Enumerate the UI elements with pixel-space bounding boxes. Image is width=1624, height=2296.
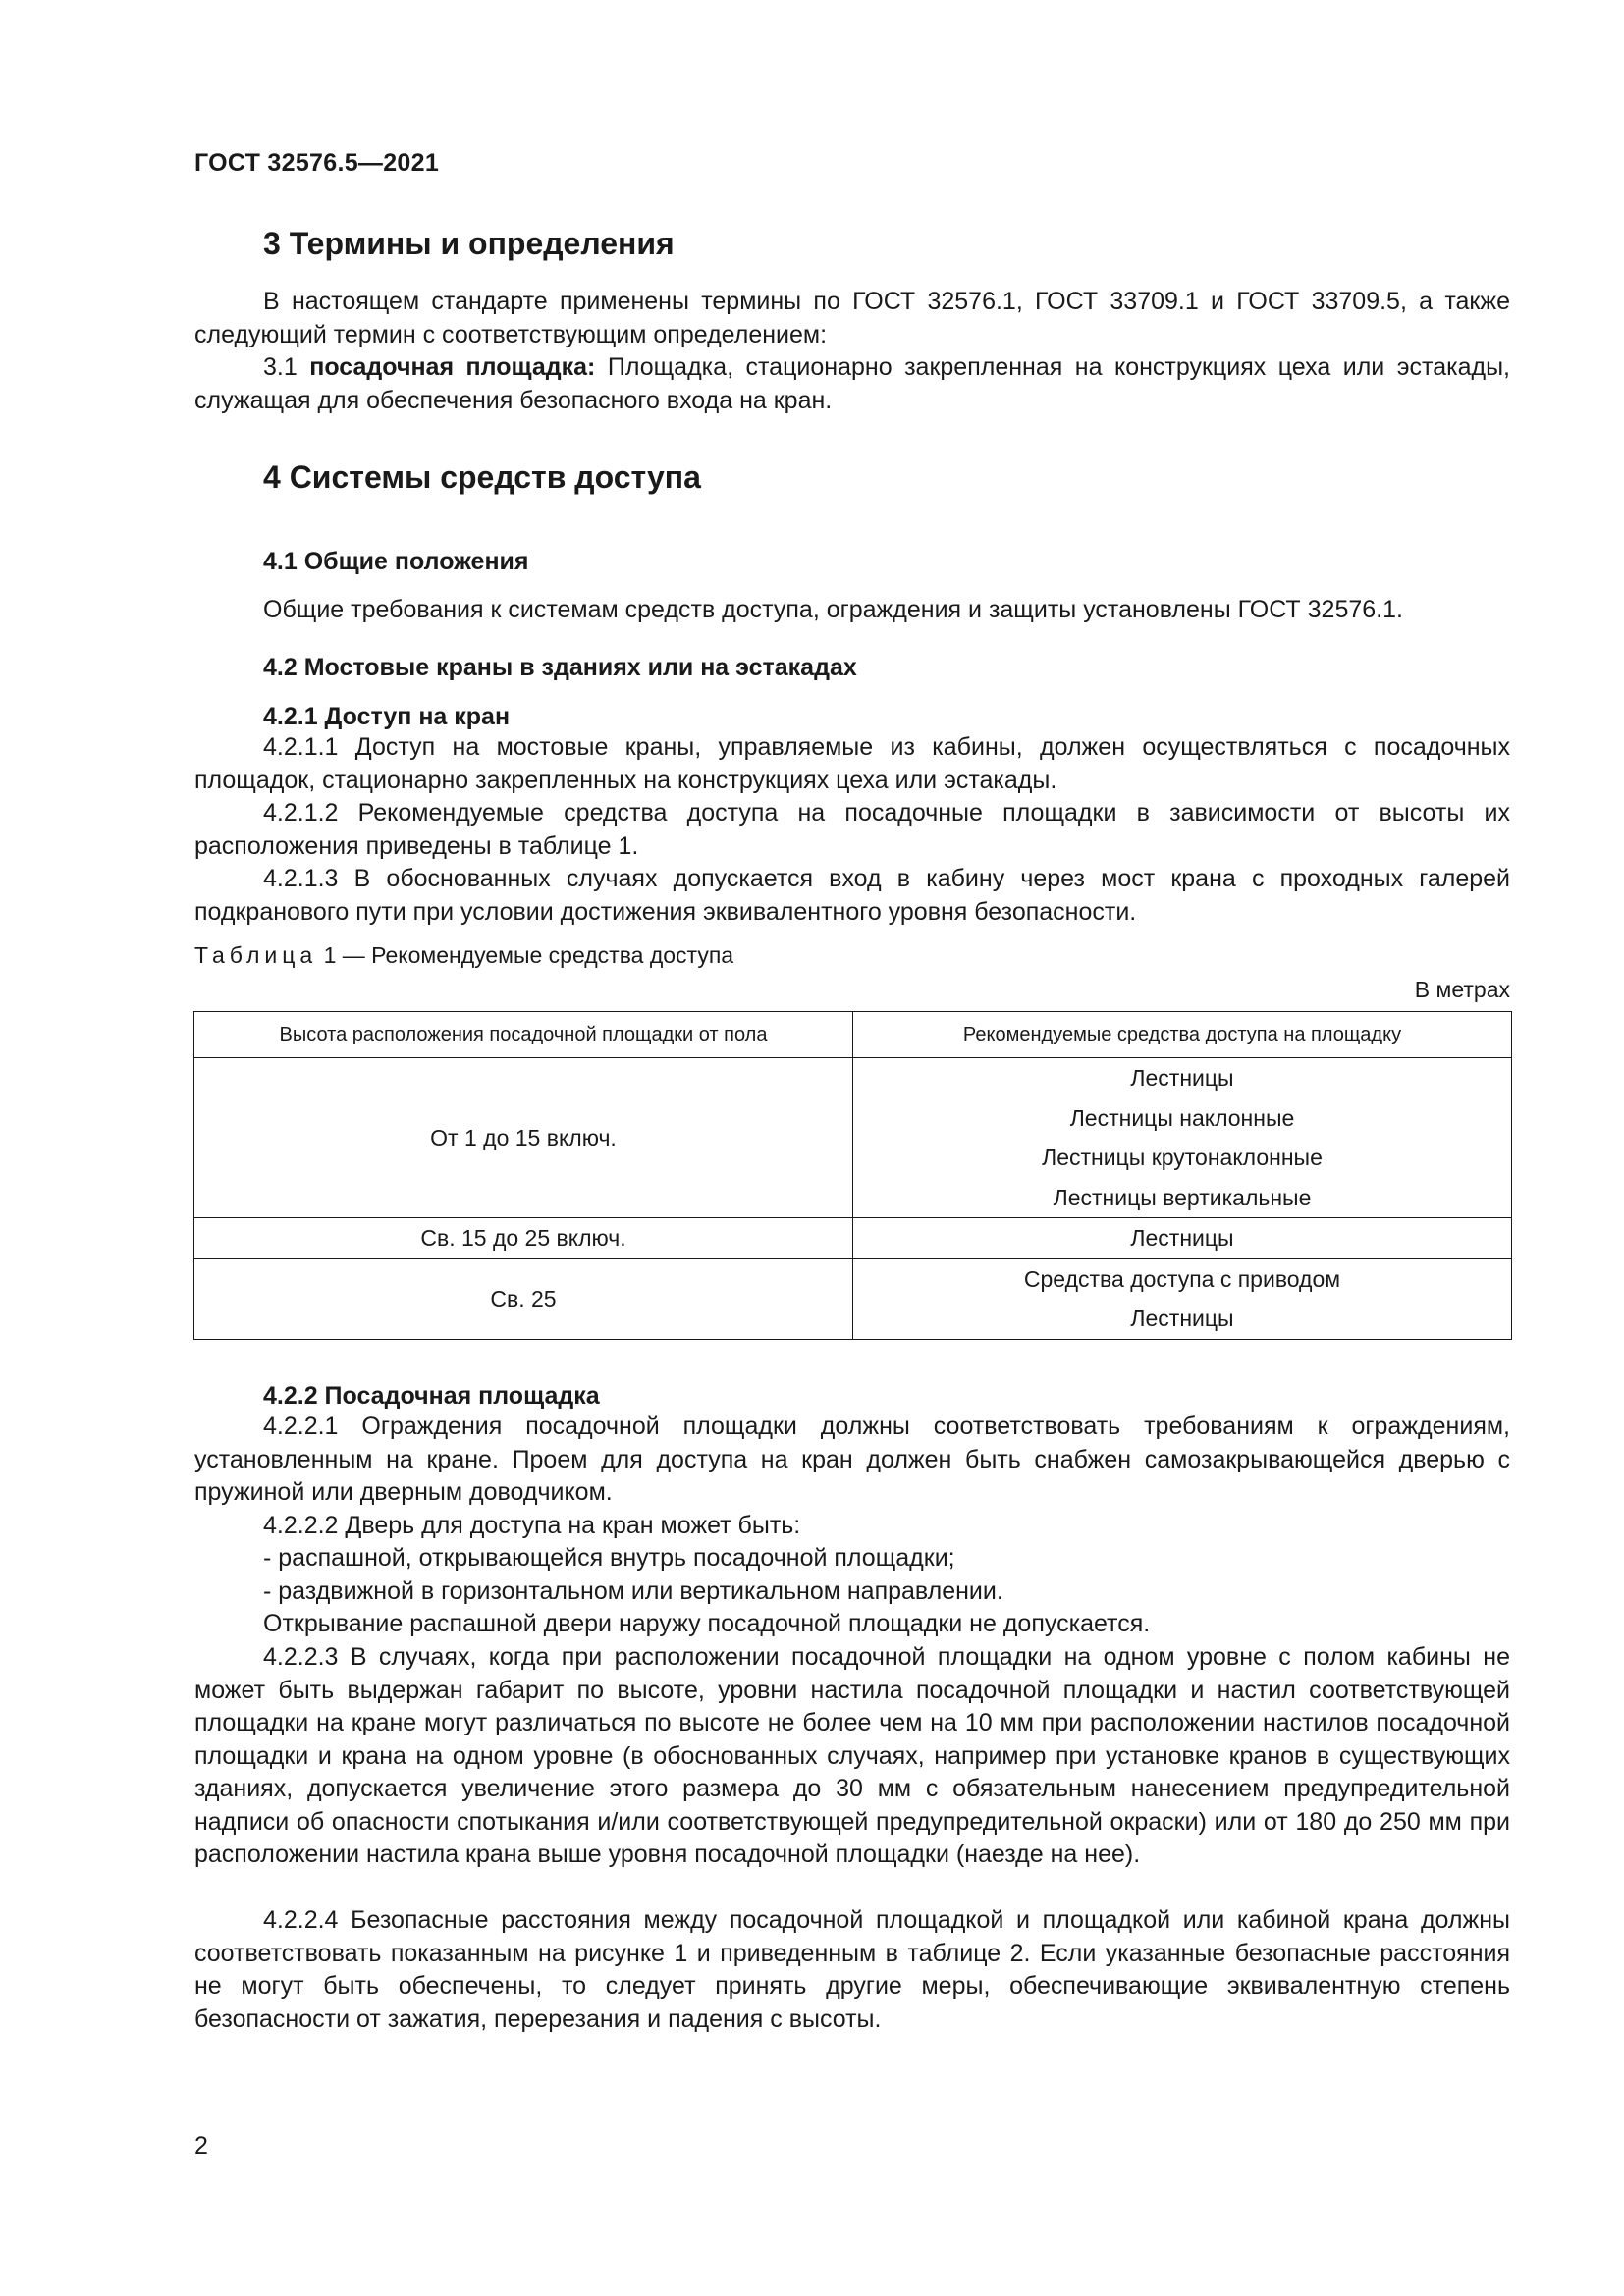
means-cell [853,1258,1512,1339]
means-item: Лестницы [1130,1225,1234,1251]
term-3-1 [194,351,1510,417]
column-header-means: Рекомендуемые средства доступа на площадку [853,1012,1512,1058]
list-item: - раздвижной в горизонтальном или вертикальном направлении. [263,1577,1003,1605]
section-3-intro: В настоящем стандарте применены термины по ГОСТ 32576.1, ГОСТ 33709.1 и ГОСТ 33709.5, а также следующий термин с соответствующим определением: [194,288,1510,348]
subsection-4-1-title: 4.1 Общие положения [263,548,529,575]
paragraph-4-2-1-2: 4.2.1.2 Рекомендуемые средства доступа на посадочные площадки в зависимости от высоты их расположения приведены в таблице 1. [194,799,1510,860]
means-cell [853,1058,1512,1218]
table-1 [193,1011,1512,1340]
height-cell: От 1 до 15 включ. [194,1058,853,1218]
section-3-title: 3 Термины и определения [263,226,675,261]
paragraph-4-2-1-1: 4.2.1.1 Доступ на мостовые краны, управляемые из кабины, должен осуществляться с посадочных площадок, стационарно закрепленных на конструкциях цеха или эстакады. [194,733,1510,794]
document-code: ГОСТ 32576.5—2021 [194,149,440,177]
means-item: Лестницы [1130,1306,1234,1331]
subsection-4-1-text: Общие требования к системам средств доступа, ограждения и защиты установлены ГОСТ 32576.1. [263,596,1403,623]
term-name: посадочная площадка: [309,353,596,381]
list-item: - распашной, открывающейся внутрь посадочной площадки; [263,1544,955,1572]
paragraph-4-2-1-3: 4.2.1.3 В обоснованных случаях допускается вход в кабину через мост крана с проходных галерей подкранового пути при условии достижения эквивалентного уровня безопасности. [194,865,1510,926]
subsection-4-2-title: 4.2 Мостовые краны в зданиях или на эстакадах [263,654,857,681]
table-units: В метрах [1414,977,1510,1002]
term-number: 3.1 [263,353,298,381]
paragraph-4-2-2-2-note: Открывание распашной двери наружу посадочной площадки не допускается. [263,1610,1151,1637]
means-item: Лестницы крутонаклонные [1042,1145,1323,1170]
table-caption-word: Таблица [194,942,318,968]
subsection-4-2-2-title: 4.2.2 Посадочная площадка [263,1382,600,1410]
means-item: Средства доступа с приводом [1023,1265,1341,1292]
paragraph-4-2-2-4: 4.2.2.4 Безопасные расстояния между посадочной площадкой и площадкой или кабиной крана должны соответствовать показанным на рисунке 1 и приведенным в таблице 2. Если указанные безопасные расстояния не могут быть обеспечены, то следует принять другие меры, обеспечивающие эквивалентную степень безопасности от зажатия, перерезания и падения с высоты. [194,1906,1510,2033]
table-row [194,1058,1512,1218]
table-header-row [194,1012,1512,1058]
table-row [194,1258,1512,1339]
page-number: 2 [194,2132,208,2160]
means-item: Лестницы наклонные [1069,1104,1295,1131]
height-cell: Св. 25 [194,1258,853,1339]
height-cell: Св. 15 до 25 включ. [194,1218,853,1259]
subsection-4-2-1-title: 4.2.1 Доступ на кран [263,703,511,730]
term-definition: Площадка, стационарно закрепленная на конструкциях цеха или эстакады, служащая для обеспечения безопасного входа на кран. [194,353,1510,414]
means-cell [853,1218,1512,1259]
paragraph-4-2-2-1: 4.2.2.1 Ограждения посадочной площадки должны соответствовать требованиям к ограждениям, установленным на кране. Проем для доступа на кран должен быть снабжен самозакрывающейся дверью с пружиной или дверным доводчиком. [194,1413,1510,1506]
means-item: Лестницы вертикальные [1053,1184,1312,1210]
section-4-title: 4 Системы средств доступа [263,459,701,495]
means-item: Лестницы [1130,1065,1234,1091]
table-row [194,1218,1512,1259]
column-header-height: Высота расположения посадочной площадки от пола [194,1012,853,1058]
paragraph-4-2-2-3: 4.2.2.3 В случаях, когда при расположении посадочной площадки на одном уровне с полом кабины не может быть выдержан габарит по высоте, уровни настила посадочной площадки и настил соответствующей площадки на кране могут различаться по высоте не более чем на 10 мм при расположении настилов посадочной площадки и крана на одном уровне (в обоснованных случаях, например при установке кранов в существующих зданиях, допускается увеличение этого размера до 30 мм с обязательным нанесением предупредительной надписи об опасности спотыкания и/или соответствующей предупредительной окраски) или от 180 до 250 мм при расположении настила крана выше уровня посадочной площадки (наезде на нее). [194,1643,1510,1868]
table-caption-title: 1 — Рекомендуемые средства доступа [317,942,734,968]
paragraph-4-2-2-2: 4.2.2.2 Дверь для доступа на кран может быть: [263,1512,801,1539]
table-1-caption [194,942,733,969]
